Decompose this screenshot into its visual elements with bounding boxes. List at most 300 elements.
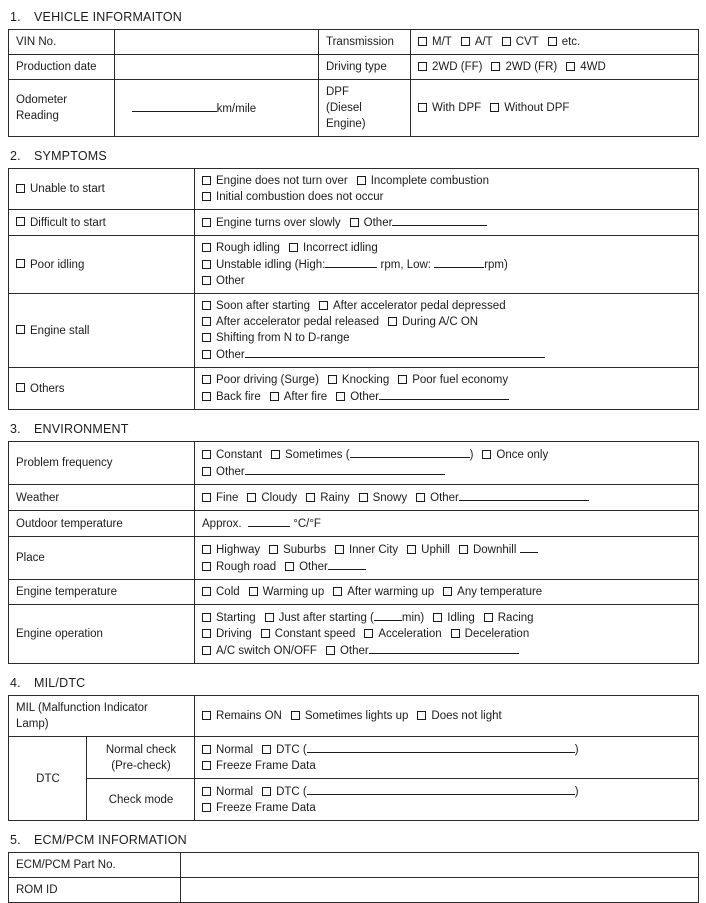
fill-in-line[interactable] <box>245 463 445 475</box>
checkbox-label: Suburbs <box>283 544 326 556</box>
weather-options <box>195 485 699 511</box>
checkbox-label: After accelerator pedal released <box>216 316 380 328</box>
checkbox-label: Unable to start <box>30 183 105 195</box>
checkbox-option <box>262 786 307 798</box>
text-line <box>202 515 692 532</box>
checkbox[interactable] <box>16 184 25 193</box>
checkbox-option <box>16 217 106 229</box>
checkbox[interactable] <box>202 803 211 812</box>
checkbox[interactable] <box>306 493 315 502</box>
cell-text: Engine operation <box>16 628 103 640</box>
text-line <box>202 298 692 314</box>
checkbox-label: Knocking <box>341 374 390 386</box>
checkbox[interactable] <box>202 745 211 754</box>
checkbox[interactable] <box>202 450 211 459</box>
checkbox-option <box>202 612 256 624</box>
text-line <box>202 189 692 205</box>
cell-text: (Diesel Engine) <box>326 102 366 130</box>
rom-id-input[interactable] <box>181 878 699 903</box>
checkbox-option <box>202 316 379 328</box>
checkbox[interactable] <box>326 646 335 655</box>
checkbox-label: After accelerator pedal depressed <box>332 300 506 312</box>
checkbox-label: Driving <box>216 628 252 640</box>
fill-in-line[interactable] <box>248 515 290 527</box>
table-row <box>9 30 699 55</box>
checkbox[interactable] <box>202 545 211 554</box>
checkbox[interactable] <box>202 787 211 796</box>
fill-in-line[interactable] <box>379 388 509 400</box>
checkbox-option <box>502 36 539 48</box>
table-row <box>9 537 699 580</box>
checkbox-label: Rough idling <box>216 242 280 254</box>
symptom-others <box>9 368 195 410</box>
checkbox-label: Rainy <box>320 492 350 504</box>
checkbox-label: Uphill <box>421 544 450 556</box>
text-line <box>202 273 692 289</box>
checkbox-option <box>364 628 441 640</box>
checkbox-label: Engine does not turn over <box>216 175 348 187</box>
checkbox-label: After warming up <box>347 586 435 598</box>
cell-text: ) <box>574 744 579 756</box>
text-line <box>16 381 188 397</box>
text-line <box>202 741 692 758</box>
checkbox-option <box>265 612 374 624</box>
checkbox[interactable] <box>16 325 25 334</box>
engine-temperature-options <box>195 580 699 605</box>
checkbox-label: 2WD (FR) <box>505 61 558 73</box>
checkbox[interactable] <box>202 562 211 571</box>
section-title: ECM/PCM INFORMATION <box>34 833 187 847</box>
cell-text: Odometer <box>16 94 68 106</box>
checkbox-label: Any temperature <box>457 586 543 598</box>
checkbox[interactable] <box>265 613 274 622</box>
checkbox-option <box>566 61 606 73</box>
checkbox-label: During A/C ON <box>402 316 479 328</box>
checkbox-option <box>490 102 569 114</box>
checkbox[interactable] <box>388 317 397 326</box>
table-row <box>9 485 699 511</box>
checkbox[interactable] <box>482 450 491 459</box>
checkbox[interactable] <box>270 392 279 401</box>
text-line <box>202 541 692 558</box>
text-line <box>202 173 692 189</box>
cell-text: Reading <box>16 110 59 122</box>
checkbox[interactable] <box>502 37 511 46</box>
text-line <box>16 626 188 642</box>
checkbox-option <box>202 259 325 271</box>
text-line <box>16 857 174 873</box>
fill-in-line[interactable] <box>392 214 487 226</box>
checkbox-option <box>291 710 409 722</box>
cell-text: MIL (Malfunction Indicator <box>16 702 148 714</box>
checkbox[interactable] <box>566 62 575 71</box>
text-line <box>202 800 692 816</box>
checkbox-option <box>326 645 369 657</box>
checkbox-label: Constant speed <box>274 628 356 640</box>
checkbox-label: DTC ( <box>276 744 307 756</box>
checkbox[interactable] <box>335 545 344 554</box>
fill-in-line[interactable] <box>132 100 217 112</box>
checkbox[interactable] <box>357 176 366 185</box>
section-mil-dtc <box>8 676 698 821</box>
transmission-label <box>319 30 411 55</box>
checkbox-label: Sometimes lights up <box>304 710 409 722</box>
fill-in-line[interactable] <box>325 256 377 268</box>
table-row <box>9 605 699 664</box>
fill-in-line[interactable] <box>374 609 402 621</box>
checkbox[interactable] <box>328 375 337 384</box>
cell-text: Engine temperature <box>16 586 118 598</box>
symptom-engine-stall <box>9 294 195 368</box>
checkbox-option <box>262 744 307 756</box>
checkbox[interactable] <box>291 711 300 720</box>
checkbox[interactable] <box>490 103 499 112</box>
symptom-unable-to-start <box>9 169 195 210</box>
checkbox-label: Racing <box>497 612 534 624</box>
checkbox[interactable] <box>416 493 425 502</box>
text-line <box>16 584 188 600</box>
checkbox-label: Other <box>216 349 245 361</box>
checkbox-option <box>202 391 261 403</box>
checkbox-label: Highway <box>216 544 261 556</box>
checkbox-option <box>357 175 489 187</box>
section-title: MIL/DTC <box>34 676 86 690</box>
table-row <box>9 737 699 779</box>
checkbox-option <box>407 544 450 556</box>
table-row <box>9 511 699 537</box>
checkbox[interactable] <box>433 613 442 622</box>
checkbox-label: Freeze Frame Data <box>216 802 316 814</box>
checkbox[interactable] <box>285 562 294 571</box>
fill-in-line[interactable] <box>307 741 575 753</box>
checkbox-option <box>269 544 326 556</box>
cell-text: ROM ID <box>16 884 58 896</box>
checkbox[interactable] <box>202 467 211 476</box>
checkbox-label: Freeze Frame Data <box>216 760 316 772</box>
cell-text: Approx. <box>202 518 249 530</box>
checkbox-option <box>335 544 398 556</box>
cell-text: DTC <box>36 772 60 785</box>
section-symptoms <box>8 149 698 410</box>
checkbox[interactable] <box>333 587 342 596</box>
cell-text: min) <box>401 612 425 624</box>
section-number: 3. <box>10 422 21 436</box>
checkbox-option <box>202 802 316 814</box>
text-line <box>202 256 692 273</box>
checkbox-option <box>202 492 238 504</box>
engine-operation-options <box>195 605 699 664</box>
text-line <box>202 558 692 575</box>
checkbox-label: With DPF <box>432 102 482 114</box>
text-line <box>202 584 692 600</box>
checkbox-option <box>202 710 282 722</box>
checkbox-option <box>417 710 501 722</box>
checkbox-option <box>202 332 350 344</box>
section-heading <box>10 422 698 436</box>
checkbox[interactable] <box>16 217 25 226</box>
fill-in-line[interactable] <box>328 558 366 570</box>
text-line <box>326 34 404 50</box>
driving-type-label <box>319 55 411 80</box>
checkbox-option <box>202 744 253 756</box>
checkbox-option <box>548 36 581 48</box>
checkbox-label: etc. <box>561 36 581 48</box>
check-mode-label <box>87 779 195 821</box>
checkbox-label: Just after starting ( <box>278 612 374 624</box>
symptoms-table <box>8 168 699 410</box>
checkbox-option <box>202 544 260 556</box>
dpf-options <box>411 80 699 137</box>
checkbox-option <box>459 544 516 556</box>
checkbox-label: Back fire <box>216 391 261 403</box>
checkbox[interactable] <box>548 37 557 46</box>
checkbox-label: Poor idling <box>30 258 85 271</box>
checkbox[interactable] <box>202 218 211 227</box>
checkbox-option <box>319 300 506 312</box>
checkbox-label: Initial combustion does not occur <box>216 191 384 203</box>
cell-text: DPF <box>326 86 349 98</box>
checkbox[interactable] <box>202 192 211 201</box>
table-row <box>9 236 699 294</box>
checkbox-option <box>484 612 534 624</box>
checkbox-option <box>388 316 478 328</box>
checkbox-option <box>16 183 105 195</box>
checkbox[interactable] <box>262 787 271 796</box>
checkbox-option <box>418 61 482 73</box>
production-date-input[interactable] <box>115 55 319 80</box>
fill-in-line[interactable] <box>520 541 538 553</box>
checkbox-option <box>418 36 452 48</box>
checkbox-label: Soon after starting <box>216 300 310 312</box>
checkbox[interactable] <box>418 37 427 46</box>
checkbox[interactable] <box>319 301 328 310</box>
checkbox[interactable] <box>16 383 25 392</box>
text-line <box>202 314 692 330</box>
checkbox-option <box>433 612 475 624</box>
checkbox[interactable] <box>350 218 359 227</box>
checkbox-option <box>202 300 310 312</box>
checkbox[interactable] <box>271 450 280 459</box>
checkbox[interactable] <box>451 629 460 638</box>
checkbox-option <box>202 349 245 361</box>
checkbox[interactable] <box>417 711 426 720</box>
checkbox-label: Inner City <box>348 544 399 556</box>
checkbox-label: Incomplete combustion <box>370 175 489 187</box>
text-line <box>122 100 312 117</box>
checkbox-label: Poor driving (Surge) <box>216 374 319 386</box>
text-line <box>16 323 188 339</box>
checkbox-label: A/C switch ON/OFF <box>216 645 317 657</box>
checkbox[interactable] <box>202 711 211 720</box>
checkbox-label: Incorrect idling <box>302 242 378 254</box>
checkbox-label: Fine <box>216 492 239 504</box>
checkbox[interactable] <box>262 745 271 754</box>
checkbox[interactable] <box>202 276 211 285</box>
poor-idling-options <box>195 236 699 294</box>
text-line <box>202 214 692 231</box>
cell-text: °C/°F <box>290 518 321 530</box>
checkbox-option <box>249 586 325 598</box>
checkbox-option <box>202 586 240 598</box>
checkbox-option <box>247 492 297 504</box>
text-line <box>16 771 80 787</box>
rom-id-label <box>9 878 181 903</box>
checkbox[interactable] <box>484 613 493 622</box>
checkbox[interactable] <box>461 37 470 46</box>
section-number: 5. <box>10 833 21 847</box>
checkbox[interactable] <box>16 259 25 268</box>
checkbox-option <box>359 492 408 504</box>
table-row <box>9 210 699 236</box>
environment-table <box>8 441 699 664</box>
text-line <box>16 490 188 506</box>
checkbox-option <box>261 628 356 640</box>
dtc-label <box>9 737 87 821</box>
place-options <box>195 537 699 580</box>
text-line <box>16 181 188 197</box>
checkbox-option <box>328 374 389 386</box>
checkbox[interactable] <box>398 375 407 384</box>
checkbox[interactable] <box>202 587 211 596</box>
text-line <box>202 463 692 480</box>
section-heading <box>10 10 698 24</box>
section-heading <box>10 676 698 690</box>
engine-temperature-label <box>9 580 195 605</box>
checkbox-label: 2WD (FF) <box>432 61 483 73</box>
vin-no-input[interactable] <box>115 30 319 55</box>
text-line <box>94 758 188 774</box>
table-row <box>9 80 699 137</box>
checkbox[interactable] <box>202 333 211 342</box>
text-line <box>202 642 692 659</box>
fill-in-line[interactable] <box>307 783 575 795</box>
checkbox-option <box>202 645 317 657</box>
checkbox-label: M/T <box>432 36 452 48</box>
checkbox-label: Remains ON <box>216 710 282 722</box>
checkbox[interactable] <box>202 301 211 310</box>
checkbox[interactable] <box>491 62 500 71</box>
checkbox[interactable] <box>407 545 416 554</box>
checkbox-label: Constant <box>216 449 263 461</box>
difficult-to-start-options <box>195 210 699 236</box>
checkbox[interactable] <box>249 587 258 596</box>
fill-in-line[interactable] <box>350 446 470 458</box>
checkbox-label: Other <box>216 466 245 478</box>
section-title: ENVIRONMENT <box>34 422 129 436</box>
checkbox[interactable] <box>202 243 211 252</box>
transmission-options <box>411 30 699 55</box>
mil-label <box>9 696 195 737</box>
cell-text: km/mile <box>216 102 257 115</box>
checkbox[interactable] <box>418 103 427 112</box>
normal-check-label <box>87 737 195 779</box>
checkbox-label: Sometimes ( <box>285 449 350 461</box>
checkbox[interactable] <box>359 493 368 502</box>
checkbox-option <box>336 391 379 403</box>
fill-in-line[interactable] <box>245 346 545 358</box>
checkbox-option <box>202 561 276 573</box>
ecm-pcm-information-table <box>8 852 699 903</box>
checkbox-option <box>350 217 393 229</box>
vin-no-label <box>9 30 115 55</box>
text-line <box>202 388 692 405</box>
fill-in-line[interactable] <box>459 489 589 501</box>
checkbox-option <box>416 492 459 504</box>
checkbox[interactable] <box>202 493 211 502</box>
dpf-label <box>319 80 411 137</box>
checkbox[interactable] <box>202 375 211 384</box>
checkbox[interactable] <box>202 613 211 622</box>
fill-in-line[interactable] <box>434 256 484 268</box>
checkbox-option <box>16 325 89 337</box>
odometer-input <box>115 80 319 137</box>
checkbox[interactable] <box>289 243 298 252</box>
text-line <box>16 92 108 108</box>
checkbox-label: Starting <box>216 612 256 624</box>
cell-text <box>122 103 132 115</box>
checkbox-label: Snowy <box>372 492 408 504</box>
checkbox[interactable] <box>202 392 211 401</box>
checkbox[interactable] <box>443 587 452 596</box>
cell-text: Problem frequency <box>16 457 113 469</box>
table-row <box>9 55 699 80</box>
checkbox[interactable] <box>202 317 211 326</box>
table-row <box>9 779 699 821</box>
checkbox-option <box>443 586 542 598</box>
checkbox-option <box>202 449 262 461</box>
mil-options <box>195 696 699 737</box>
checkbox[interactable] <box>269 545 278 554</box>
engine-stall-options <box>195 294 699 368</box>
checkbox-option <box>289 242 378 254</box>
ecm-pcm-part-no-input[interactable] <box>181 853 699 878</box>
text-line <box>202 609 692 626</box>
section-number: 1. <box>10 10 21 24</box>
check-mode-options <box>195 779 699 821</box>
checkbox[interactable] <box>202 176 211 185</box>
checkbox[interactable] <box>418 62 427 71</box>
checkbox[interactable] <box>459 545 468 554</box>
checkbox[interactable] <box>202 629 211 638</box>
section-environment <box>8 422 698 664</box>
checkbox[interactable] <box>261 629 270 638</box>
checkbox-option <box>16 383 65 395</box>
checkbox-option <box>306 492 349 504</box>
checkbox[interactable] <box>247 493 256 502</box>
checkbox[interactable] <box>202 646 211 655</box>
cell-text: Lamp) <box>16 718 49 730</box>
checkbox[interactable] <box>364 629 373 638</box>
text-line <box>326 59 404 75</box>
fill-in-line[interactable] <box>369 642 519 654</box>
cell-text: ) <box>469 449 474 461</box>
checkbox-label: Idling <box>447 612 475 624</box>
cell-text: (Pre-check) <box>111 759 171 772</box>
checkbox-label: Engine stall <box>30 324 90 337</box>
text-line <box>16 700 188 716</box>
checkbox[interactable] <box>202 260 211 269</box>
normal-check-options <box>195 737 699 779</box>
cell-text: VIN No. <box>16 36 57 48</box>
checkbox[interactable] <box>202 761 211 770</box>
checkbox[interactable] <box>202 350 211 359</box>
checkbox-label: Other <box>430 492 459 504</box>
table-row <box>9 442 699 485</box>
checkbox[interactable] <box>336 392 345 401</box>
checkbox-label: CVT <box>515 36 539 48</box>
text-line <box>16 108 108 124</box>
checkbox-option <box>202 191 383 203</box>
